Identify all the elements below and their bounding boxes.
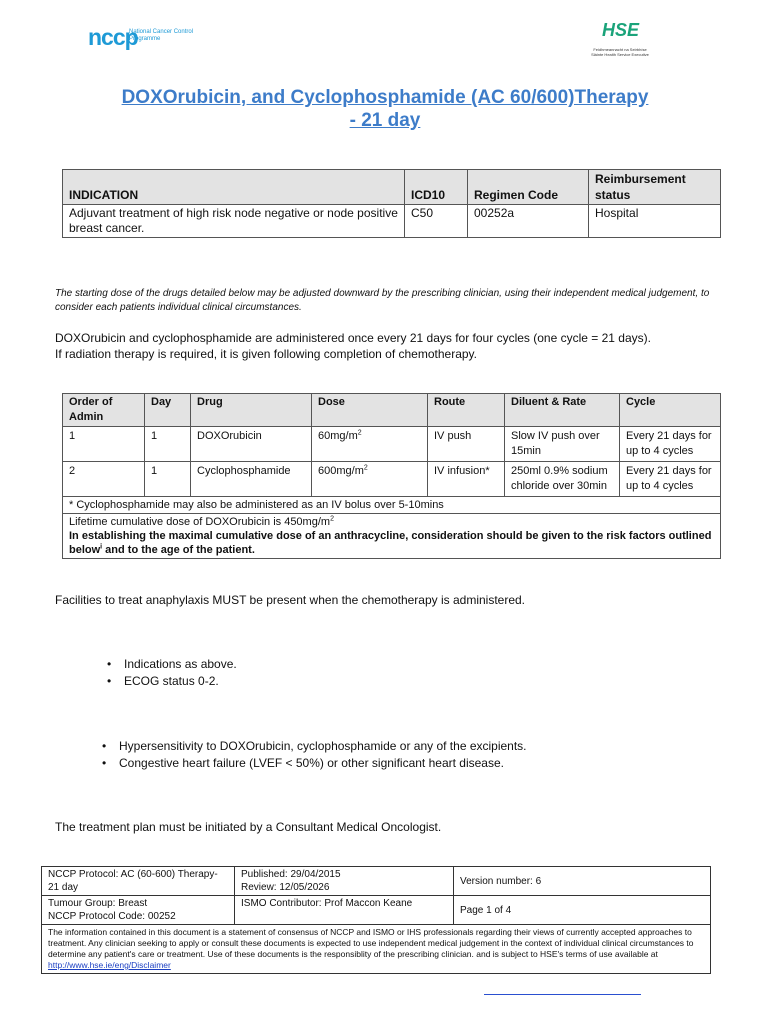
version-cell: Version number: 6 — [454, 867, 711, 896]
protocol-code: NCCP Protocol Code: 00252 — [48, 911, 176, 922]
cycle-header: Cycle — [620, 394, 721, 427]
lifetime-dose-superscript: 2 — [330, 515, 334, 523]
hse-logo-mark: HSE — [602, 20, 640, 40]
anthracycline-warning-a: In establishing the maximal cumulative dose of an anthracycline, consideration should be given to the risk factors outlined below — [69, 530, 712, 556]
dose-value: 60mg/m — [318, 430, 358, 442]
dose-superscript: 2 — [363, 464, 368, 472]
order-cell: 1 — [63, 427, 145, 462]
diluent-header: Diluent & Rate — [505, 394, 620, 427]
nccp-logo-text: National Cancer Control Programme — [129, 29, 194, 42]
contributor-cell: ISMO Contributor: Prof Maccon Keane — [235, 896, 454, 925]
protocol-cell: NCCP Protocol: AC (60-600) Therapy-21 day — [42, 867, 235, 896]
order-header: Order of Admin — [63, 394, 145, 427]
indication-cell: Adjuvant treatment of high risk node negative or node positive breast cancer. — [63, 205, 405, 238]
indication-table — [62, 169, 721, 238]
cumulative-dose-cell — [63, 514, 721, 559]
cumulative-dose-row — [63, 514, 721, 559]
list-item: • Hypersensitivity to DOXOrubicin, cyclophosphamide or any of the excipients. — [119, 738, 527, 755]
footer-row — [42, 867, 711, 896]
cyclophosphamide-note-row — [63, 497, 721, 514]
contraindications-list — [119, 738, 527, 772]
anthracycline-warning — [69, 529, 714, 557]
regimen-row — [63, 427, 721, 462]
title-line-1: DOXOrubicin, and Cyclophosphamide (AC 60/600)Therapy — [121, 87, 649, 108]
icd10-cell: C50 — [405, 205, 468, 238]
disclaimer-link[interactable]: http://www.hse.ie/eng/Disclaimer — [48, 960, 171, 970]
diluent-cell: 250ml 0.9% sodium chloride over 30min — [505, 462, 620, 497]
drug-header: Drug — [191, 394, 312, 427]
drug-cell: DOXOrubicin — [191, 427, 312, 462]
icd10-header: ICD10 — [405, 170, 468, 205]
regimen-code-header: Regimen Code — [468, 170, 589, 205]
list-item: • ECOG status 0-2. — [124, 673, 237, 690]
disclaimer-text: The information contained in this document is a statement of consensus of NCCP and ISMO or IHS professionals regarding their views of currently accepted approaches to treatment. Any clinician seeking to apply or consult these documents is expected to use independent medical judgement in the context of individual clinical circumstances to determine any patient's care or treatment. Use of these documents is the responsiblity of the prescribing clinician. and is subject to HSE's terms of use available at — [48, 927, 694, 959]
day-cell: 1 — [145, 427, 191, 462]
tumour-group-cell — [42, 896, 235, 925]
page-number-cell: Page 1 of 4 — [454, 896, 711, 925]
reimbursement-header: Reimbursement status — [589, 170, 721, 205]
order-cell: 2 — [63, 462, 145, 497]
page-title — [90, 86, 680, 132]
dose-cell — [312, 462, 428, 497]
anthracycline-warning-b: and to the age of the patient. — [102, 544, 255, 556]
regimen-code-cell: 00252a — [468, 205, 589, 238]
radiation-text: If radiation therapy is required, it is given following completion of chemotherapy. — [55, 347, 477, 361]
hse-logo — [590, 20, 650, 60]
indication-row — [63, 205, 721, 238]
day-header: Day — [145, 394, 191, 427]
published-date: Published: 29/04/2015 — [241, 869, 341, 880]
day-cell: 1 — [145, 462, 191, 497]
indication-header: INDICATION — [63, 170, 405, 205]
cycle-cell: Every 21 days for up to 4 cycles — [620, 427, 721, 462]
reimbursement-cell: Hospital — [589, 205, 721, 238]
dose-value: 600mg/m — [318, 465, 364, 477]
regimen-table — [62, 393, 721, 559]
dose-header: Dose — [312, 394, 428, 427]
treatment-plan-statement: The treatment plan must be initiated by a Consultant Medical Oncologist. — [55, 820, 442, 834]
dates-cell — [235, 867, 454, 896]
footer-row — [42, 896, 711, 925]
footer-row — [42, 925, 711, 974]
nccp-logo-mark: nccp — [88, 24, 138, 50]
drug-cell: Cyclophosphamide — [191, 462, 312, 497]
route-cell: IV infusion* — [428, 462, 505, 497]
hse-logo-subtext: Feidhmeannacht na Seirbhíse Sláinte Health Service Executive — [591, 47, 649, 57]
nccp-logo — [88, 22, 198, 56]
route-header: Route — [428, 394, 505, 427]
diluent-cell: Slow IV push over 15min — [505, 427, 620, 462]
eligibility-list — [124, 656, 237, 690]
tumour-group: Tumour Group: Breast — [48, 898, 148, 909]
route-cell: IV push — [428, 427, 505, 462]
cycle-cell: Every 21 days for up to 4 cycles — [620, 462, 721, 497]
anthracycline-footnote-ref: i — [100, 543, 103, 551]
footer-table — [41, 866, 711, 974]
disclaimer-cell — [42, 925, 711, 974]
title-line-2: - 21 day — [349, 110, 421, 131]
indication-header-row — [63, 170, 721, 205]
list-item: • Indications as above. — [124, 656, 237, 673]
dose-cell — [312, 427, 428, 462]
cyclophosphamide-note: * Cyclophosphamide may also be administered as an IV bolus over 5-10mins — [63, 497, 721, 514]
anaphylaxis-statement: Facilities to treat anaphylaxis MUST be present when the chemotherapy is administered. — [55, 593, 526, 607]
blue-rule-line — [484, 994, 641, 995]
regimen-row — [63, 462, 721, 497]
regimen-header-row — [63, 394, 721, 427]
administration-paragraph — [55, 330, 715, 362]
lifetime-dose-text — [69, 515, 714, 529]
cycles-text: DOXOrubicin and cyclophosphamide are administered once every 21 days for four cycles (one cycle = 21 days). — [55, 331, 651, 345]
dose-superscript: 2 — [357, 429, 362, 437]
list-item: • Congestive heart failure (LVEF < 50%) or other significant heart disease. — [119, 755, 527, 772]
dose-adjustment-note: The starting dose of the drugs detailed below may be adjusted downward by the prescribing clinician, using their independent medical judgement, to consider each patients individual clinical circumstances. — [55, 288, 710, 313]
lifetime-dose-value: Lifetime cumulative dose of DOXOrubicin is 450mg/m — [69, 516, 331, 528]
review-date: Review: 12/05/2026 — [241, 882, 330, 893]
